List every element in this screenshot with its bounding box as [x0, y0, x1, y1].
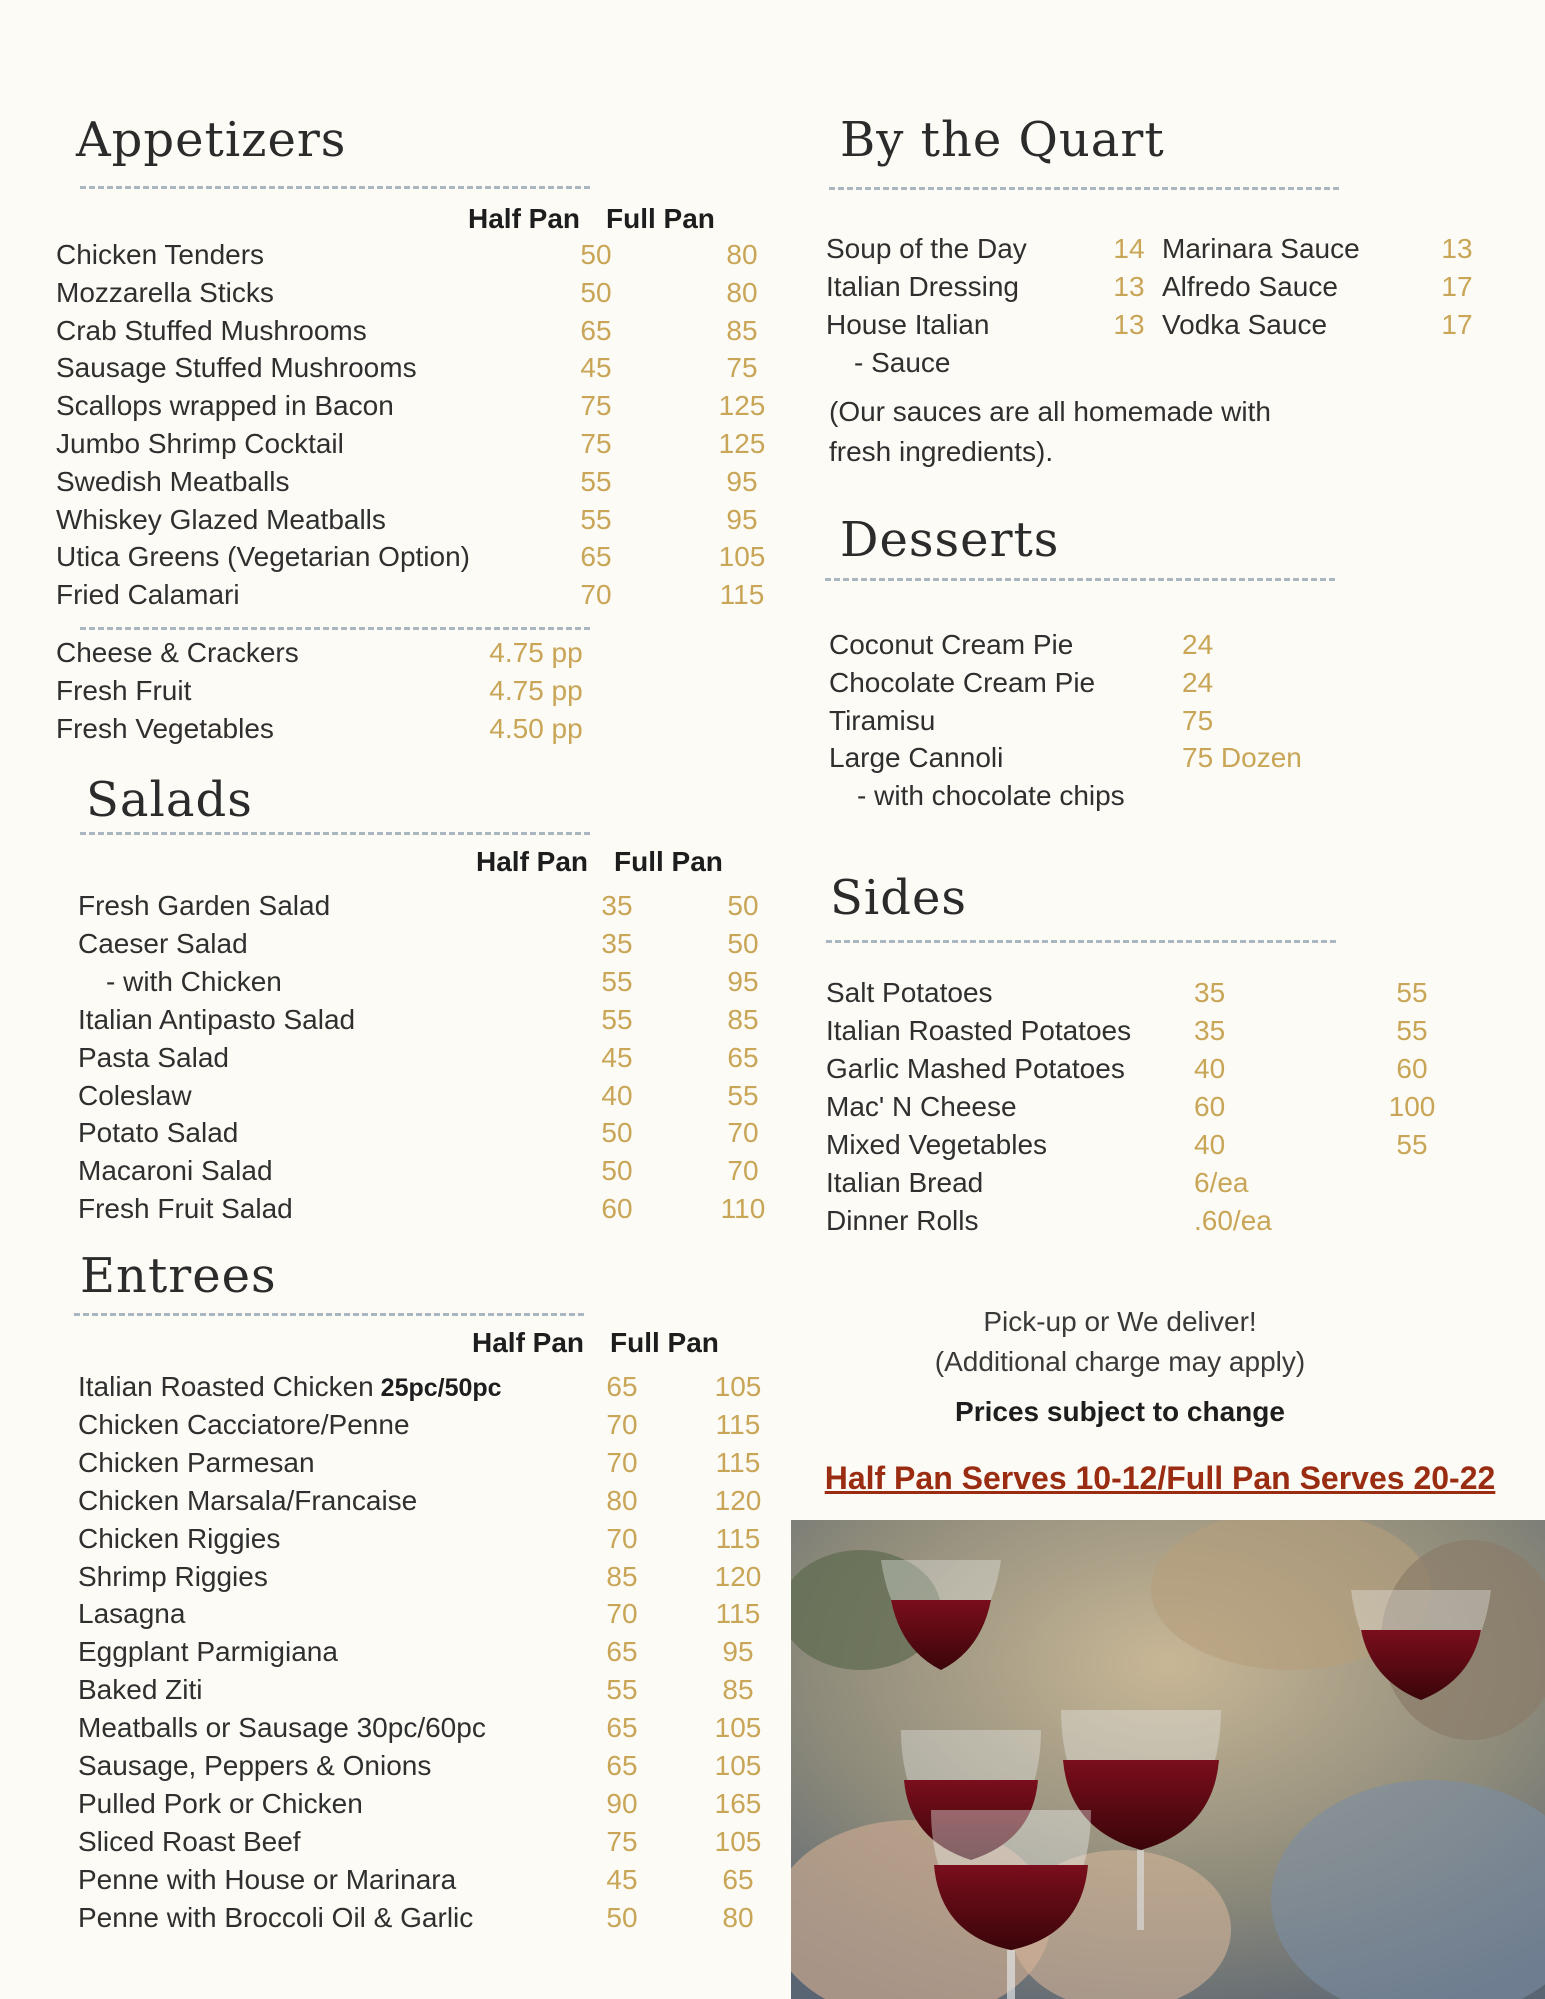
entree-row: [78, 1368, 762, 1406]
dessert-row: [829, 702, 1389, 740]
half-pan-price: 35: [601, 927, 633, 959]
quart-row: [826, 268, 1156, 306]
appetizer-row: [56, 387, 766, 425]
item-name: Sausage, Peppers & Onions: [78, 1750, 432, 1781]
half-pan-price: 75: [580, 428, 612, 459]
appetizer-row: [56, 501, 758, 539]
half-pan-price: 35: [601, 890, 633, 921]
full-pan-price: 65: [722, 1863, 754, 1895]
half-pan-price: 55: [601, 965, 633, 997]
salad-row: [78, 1114, 759, 1152]
full-pan-price: 50: [727, 927, 759, 959]
item-name: Dinner Rolls: [826, 1205, 979, 1236]
full-pan-price: 85: [726, 314, 758, 346]
side-row: [826, 1088, 1456, 1126]
pickup-text: Pick-up or We deliver!: [983, 1306, 1257, 1337]
appetizer-row: [56, 425, 766, 463]
appetizer-row: [56, 463, 758, 501]
item-name: Chicken Parmesan: [78, 1446, 315, 1478]
half-pan-price: 50: [601, 1155, 633, 1187]
full-pan-price: 70: [727, 1155, 759, 1187]
appetizer-row: [56, 312, 758, 350]
full-pan-price: 60: [1396, 1053, 1428, 1084]
item-name: Garlic Mashed Potatoes: [826, 1053, 1125, 1084]
desserts-title: Desserts: [840, 512, 1060, 568]
side-row: [826, 1050, 1456, 1088]
item-pieces: 25pc/50pc: [373, 1374, 502, 1402]
item-name: Fried Calamari: [56, 579, 240, 611]
entree-row: [78, 1709, 762, 1747]
per-person-price: 4.75 pp: [489, 637, 583, 668]
item-name: Vodka Sauce: [1162, 309, 1328, 340]
quart-note-line1: (Our sauces are all homemade with: [829, 396, 1271, 427]
desserts-divider: [825, 578, 1335, 581]
quart-row: [1162, 268, 1492, 306]
half-pan-price: 65: [580, 314, 612, 346]
salads-full-label: Full Pan: [614, 846, 723, 877]
full-pan-price: 125: [718, 428, 766, 459]
salads-half-label: Half Pan: [476, 846, 589, 877]
appetizer-row: [56, 576, 765, 614]
full-pan-price: 115: [719, 579, 765, 611]
half-pan-price: 45: [601, 1041, 633, 1073]
item-name: Chicken Tenders: [56, 239, 265, 270]
half-pan-price: 50: [580, 276, 612, 308]
half-pan-price: 40: [601, 1079, 633, 1111]
item-name: Pasta Salad: [78, 1041, 229, 1073]
half-pan-price: 35: [1194, 1015, 1226, 1046]
entree-row: [78, 1595, 761, 1633]
dessert-price: 75: [1182, 704, 1214, 736]
item-name: Coleslaw: [78, 1079, 192, 1111]
full-pan-price: 95: [726, 465, 758, 497]
half-pan-price: 45: [606, 1863, 638, 1895]
quart-price: 13: [1441, 233, 1473, 264]
item-name: Large Cannoli: [829, 742, 1004, 774]
item-name: Macaroni Salad: [78, 1155, 273, 1187]
full-pan-price: 50: [727, 890, 759, 921]
quart-row: [1162, 230, 1492, 268]
half-pan-price: 50: [606, 1901, 638, 1933]
half-pan-price: 60: [1194, 1091, 1226, 1122]
full-pan-price: 85: [727, 1003, 759, 1035]
full-pan-price: 105: [714, 1712, 762, 1744]
salad-row: [78, 963, 759, 1001]
item-name: Mac' N Cheese: [826, 1091, 1017, 1122]
appetizers-full-label: Full Pan: [606, 203, 715, 234]
item-name: - with Chicken: [106, 965, 282, 997]
half-pan-price: 65: [606, 1636, 638, 1668]
half-pan-price: 55: [580, 465, 612, 497]
full-pan-price: 105: [714, 1750, 762, 1781]
full-pan-price: 75: [726, 352, 758, 384]
quart-price: 17: [1441, 271, 1473, 302]
item-name: - Sauce: [854, 347, 951, 378]
item-name: Salt Potatoes: [826, 977, 993, 1008]
full-pan-price: 115: [715, 1446, 761, 1478]
item-name: Alfredo Sauce: [1162, 271, 1338, 302]
sides-divider: [826, 940, 1336, 943]
item-name: Caeser Salad: [78, 927, 248, 959]
full-pan-price: 120: [714, 1484, 762, 1516]
item-name: Crab Stuffed Mushrooms: [56, 314, 367, 346]
half-pan-price: 55: [601, 1003, 633, 1035]
appetizers-divider: [80, 186, 590, 189]
entrees-half-label: Half Pan: [472, 1327, 585, 1358]
full-pan-price: 55: [727, 1079, 759, 1111]
wine-toast-photo: [791, 1520, 1545, 1999]
item-name: Penne with Broccoli Oil & Garlic: [78, 1901, 474, 1933]
quart-price: 13: [1113, 309, 1145, 340]
half-pan-price: 65: [606, 1750, 638, 1781]
full-pan-price: 105: [714, 1371, 762, 1402]
half-pan-price: 50: [601, 1117, 633, 1149]
quart-title: By the Quart: [840, 112, 1165, 168]
item-name: Italian Roasted Chicken 25pc/50pc: [78, 1371, 502, 1402]
half-pan-price: 70: [606, 1446, 638, 1478]
entree-row: [78, 1482, 762, 1520]
entrees-title: Entrees: [80, 1248, 277, 1304]
half-pan-price: .60/ea: [1194, 1205, 1272, 1236]
item-name: Sliced Roast Beef: [78, 1825, 301, 1857]
per-person-price: 4.75 pp: [489, 675, 583, 706]
half-pan-price: 70: [606, 1522, 638, 1554]
dessert-row: [829, 664, 1389, 702]
full-pan-price: 105: [718, 541, 766, 573]
dessert-price: 24: [1182, 666, 1214, 698]
per-person-price: 4.50 pp: [489, 713, 583, 744]
item-name: Eggplant Parmigiana: [78, 1636, 338, 1668]
quart-divider: [829, 187, 1339, 190]
full-pan-price: 120: [714, 1560, 762, 1592]
item-name: Shrimp Riggies: [78, 1560, 268, 1592]
full-pan-price: 115: [715, 1598, 761, 1630]
side-row: [826, 1164, 1456, 1202]
quart-price: 17: [1441, 309, 1473, 340]
item-name: Utica Greens (Vegetarian Option): [56, 541, 470, 573]
entree-row: [78, 1899, 758, 1937]
full-pan-price: 105: [714, 1825, 762, 1857]
full-pan-price: 115: [715, 1408, 761, 1440]
half-pan-price: 80: [606, 1484, 638, 1516]
full-pan-price: 95: [727, 965, 759, 997]
half-pan-price: 35: [1194, 977, 1226, 1008]
item-name: Chocolate Cream Pie: [829, 666, 1096, 698]
appetizers-pp-divider: [80, 627, 590, 630]
item-name: Italian Bread: [826, 1167, 984, 1198]
salad-row: [78, 887, 759, 925]
per-person-row: [56, 710, 616, 748]
half-pan-price: 50: [580, 239, 612, 270]
item-name: Chicken Marsala/Francaise: [78, 1484, 418, 1516]
entrees-full-label: Full Pan: [610, 1327, 719, 1358]
serves-text: Half Pan Serves 10-12/Full Pan Serves 20-22: [824, 1460, 1496, 1496]
salad-row: [78, 1039, 759, 1077]
prices-text: Prices subject to change: [955, 1396, 1285, 1427]
half-pan-price: 85: [606, 1560, 638, 1592]
item-name: House Italian: [826, 309, 990, 340]
salad-row: [78, 925, 759, 963]
half-pan-price: 70: [606, 1598, 638, 1630]
entree-row: [78, 1406, 761, 1444]
item-name: Chicken Riggies: [78, 1522, 281, 1554]
item-name: Swedish Meatballs: [56, 465, 290, 497]
side-row: [826, 1126, 1456, 1164]
half-pan-price: 60: [601, 1193, 633, 1225]
half-pan-price: 65: [606, 1371, 638, 1402]
salad-row: [78, 1190, 766, 1228]
half-pan-price: 55: [606, 1674, 638, 1706]
half-pan-price: 65: [580, 541, 612, 573]
full-pan-price: 70: [727, 1117, 759, 1149]
item-name: Meatballs or Sausage 30pc/60pc: [78, 1712, 486, 1744]
appetizer-row: [56, 349, 758, 387]
entrees-divider: [74, 1313, 584, 1316]
full-pan-price: 95: [726, 503, 758, 535]
entree-row: [78, 1861, 758, 1899]
item-name: Scallops wrapped in Bacon: [56, 390, 394, 422]
item-name: Sausage Stuffed Mushrooms: [56, 352, 417, 384]
half-pan-price: 45: [580, 352, 612, 384]
half-pan-price: 55: [580, 503, 612, 535]
full-pan-price: 100: [1388, 1091, 1436, 1122]
entree-row: [78, 1785, 762, 1823]
appetizer-row: [56, 274, 758, 312]
full-pan-price: 65: [727, 1041, 759, 1073]
quart-row: [826, 306, 1156, 344]
per-person-row: [56, 634, 616, 672]
item-name: Italian Antipasto Salad: [78, 1003, 356, 1035]
entree-row: [78, 1520, 761, 1558]
wine-glasses-illustration: [791, 1520, 1545, 1999]
entree-row: [78, 1444, 761, 1482]
side-row: [826, 974, 1456, 1012]
full-pan-price: 80: [722, 1901, 754, 1933]
entree-row: [78, 1823, 762, 1861]
item-name: Fresh Garden Salad: [78, 890, 331, 921]
side-row: [826, 1012, 1456, 1050]
appetizers-half-label: Half Pan: [468, 203, 581, 234]
half-pan-price: 40: [1194, 1129, 1226, 1160]
entree-row: [78, 1747, 762, 1785]
full-pan-price: 55: [1396, 977, 1428, 1008]
item-name: Chicken Cacciatore/Penne: [78, 1408, 410, 1440]
quart-price: 14: [1113, 233, 1145, 264]
full-pan-price: 80: [726, 239, 758, 270]
item-name: Fresh Vegetables: [56, 713, 274, 744]
full-pan-price: 80: [726, 276, 758, 308]
half-pan-price: 75: [580, 390, 612, 422]
appetizer-row: [56, 538, 766, 576]
half-pan-price: 6/ea: [1194, 1167, 1249, 1198]
quart-row: [826, 344, 1156, 382]
full-pan-price: 110: [720, 1193, 766, 1225]
item-name: Coconut Cream Pie: [829, 629, 1074, 660]
item-name: Mixed Vegetables: [826, 1129, 1048, 1160]
full-pan-price: 115: [715, 1522, 761, 1554]
salads-divider: [80, 832, 590, 835]
quart-row: [826, 230, 1156, 268]
quart-row: [1162, 306, 1492, 344]
appetizer-row: [56, 236, 758, 274]
entree-row: [78, 1633, 758, 1671]
full-pan-price: 55: [1396, 1129, 1428, 1160]
salad-row: [78, 1001, 759, 1039]
half-pan-price: 90: [606, 1787, 638, 1819]
half-pan-price: 75: [606, 1825, 638, 1857]
entree-row: [78, 1671, 758, 1709]
item-name: Baked Ziti: [78, 1674, 203, 1706]
item-name: Marinara Sauce: [1162, 233, 1360, 264]
full-pan-price: 85: [722, 1674, 754, 1706]
salad-row: [78, 1077, 759, 1115]
item-name: Cheese & Crackers: [56, 637, 299, 668]
half-pan-price: 40: [1194, 1053, 1226, 1084]
full-pan-price: 55: [1396, 1015, 1428, 1046]
quart-price: 13: [1113, 271, 1145, 302]
quart-note-line2: fresh ingredients).: [829, 436, 1054, 467]
item-name: Pulled Pork or Chicken: [78, 1787, 363, 1819]
half-pan-price: 65: [606, 1712, 638, 1744]
per-person-row: [56, 672, 616, 710]
item-name: Soup of the Day: [826, 233, 1027, 264]
item-name: Italian Roasted Potatoes: [826, 1015, 1132, 1046]
appetizers-title: Appetizers: [76, 112, 347, 168]
full-pan-price: 95: [722, 1636, 754, 1668]
full-pan-price: 125: [718, 390, 766, 422]
item-name: Lasagna: [78, 1598, 186, 1630]
full-pan-price: 165: [714, 1787, 762, 1819]
dessert-row: [829, 739, 1389, 777]
salads-title: Salads: [86, 772, 253, 828]
item-name: Tiramisu: [829, 704, 936, 736]
item-name: Potato Salad: [78, 1117, 239, 1149]
item-name: Mozzarella Sticks: [56, 276, 274, 308]
dessert-row: [829, 626, 1389, 664]
dessert-price: 24: [1182, 629, 1214, 660]
charge-text: (Additional charge may apply): [934, 1346, 1306, 1377]
item-name: Jumbo Shrimp Cocktail: [56, 428, 344, 459]
item-name: Whiskey Glazed Meatballs: [56, 503, 386, 535]
half-pan-price: 70: [580, 579, 612, 611]
half-pan-price: 70: [606, 1408, 638, 1440]
item-name: Fresh Fruit Salad: [78, 1193, 293, 1225]
sides-title: Sides: [830, 870, 967, 926]
entree-row: [78, 1558, 762, 1596]
item-name: - with chocolate chips: [857, 780, 1125, 812]
item-name: Fresh Fruit: [56, 675, 192, 706]
item-name: Italian Dressing: [826, 271, 1019, 302]
item-name: Penne with House or Marinara: [78, 1863, 457, 1895]
dessert-price: 75 Dozen: [1182, 742, 1302, 774]
dessert-row: [829, 777, 1389, 815]
side-row: [826, 1202, 1456, 1240]
salad-row: [78, 1152, 759, 1190]
